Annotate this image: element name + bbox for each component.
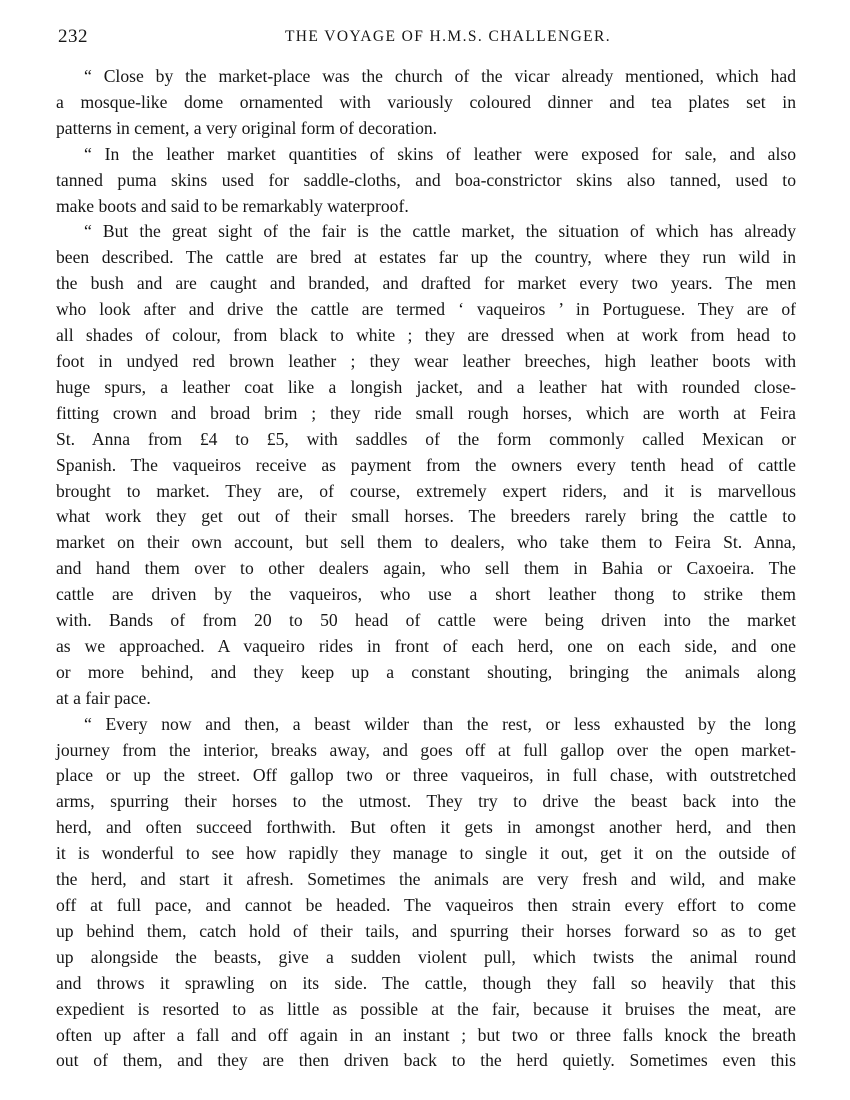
text-line: journey from the interior, breaks away, and goes off at full gallop over the open market- — [56, 739, 796, 760]
text-line: arms, spurring their horses to the utmost. They try to drive the beast back into the — [56, 791, 796, 812]
text-line: off at full pace, and cannot be headed. The vaqueiros then strain every effort to come — [56, 895, 796, 915]
text-line: fitting crown and broad brim ; they ride small rough horses, which are worth at Feira — [56, 402, 796, 423]
text-line: out of them, and they are then driven back to the herd quietly. Sometimes even this — [56, 1050, 796, 1071]
text-line: huge spurs, a leather coat like a longish jacket, and a leather hat with rounded close- — [56, 376, 796, 397]
text-line: herd, and often succeed forthwith. But often it gets in amongst another herd, and then — [56, 817, 796, 838]
text-line: expedient is resorted to as little as possible at the fair, because it bruises the meat, are — [56, 998, 796, 1019]
running-head: THE VOYAGE OF H.M.S. CHALLENGER. — [284, 28, 612, 45]
text-line: the herd, and start it afresh. Sometimes the animals are very fresh and wild, and make — [56, 869, 796, 890]
text-line: it is wonderful to see how rapidly they manage to single it out, get it on the outside of — [56, 843, 796, 864]
text-line: foot in undyed red brown leather ; they wear leather breeches, high leather boots with — [56, 350, 796, 371]
text-line: often up after a fall and off again in an instant ; but two or three falls knock the breath — [56, 1024, 796, 1045]
text-line: all shades of colour, from black to white ; they are dressed when at work from head to — [56, 325, 796, 346]
page-number: 232 — [58, 26, 88, 47]
text-line: a mosque-like dome ornamented with variously coloured dinner and tea plates set in — [56, 91, 796, 112]
text-line: place or up the street. Off gallop two or three vaqueiros, in full chase, with outstretched — [56, 765, 796, 786]
paragraph — [56, 64, 796, 142]
text-line: and hand them over to other dealers again, who sell them in Bahia or Caxoeira. The — [56, 558, 796, 579]
text-line: up behind them, catch hold of their tails, and spurring their horses forward so as to get — [56, 920, 796, 941]
text-line: patterns in cement, a very original form of decoration. — [56, 117, 438, 138]
paragraph — [56, 712, 796, 1075]
text-line: the bush and are caught and branded, and drafted for market every two years. The men — [56, 273, 796, 294]
text-line: “ Every now and then, a beast wilder than the rest, or less exhausted by the long — [84, 713, 796, 734]
body-text — [56, 64, 796, 1074]
page-header — [58, 26, 798, 56]
text-line: at a fair pace. — [56, 687, 151, 708]
text-line: “ But the great sight of the fair is the cattle market, the situation of which has already — [84, 221, 796, 242]
text-line: with. Bands of from 20 to 50 head of cattle were being driven into the market — [56, 610, 796, 631]
text-line: been described. The cattle are bred at estates far up the country, where they run wild in — [56, 247, 796, 268]
text-line: “ In the leather market quantities of skins of leather were exposed for sale, and also — [84, 143, 796, 164]
text-line: market on their own account, but sell them to dealers, who take them to Feira St. Anna, — [56, 532, 796, 553]
text-line: make boots and said to be remarkably waterproof. — [56, 195, 409, 216]
paragraph — [56, 142, 796, 220]
text-line: what work they get out of their small horses. The breeders rarely bring the cattle to — [56, 506, 796, 527]
text-line: and throws it sprawling on its side. The cattle, though they fall so heavily that this — [56, 972, 796, 993]
text-line: St. Anna from £4 to £5, with saddles of the form commonly called Mexican or — [56, 428, 796, 449]
text-line: “ Close by the market-place was the church of the vicar already mentioned, which had — [84, 66, 796, 86]
text-line: tanned puma skins used for saddle-cloths, and boa-constrictor skins also tanned, used to — [56, 169, 796, 190]
text-line: Spanish. The vaqueiros receive as payment from the owners every tenth head of cattle — [56, 454, 796, 475]
text-line: cattle are driven by the vaqueiros, who use a short leather thong to strike them — [56, 584, 796, 605]
text-line: brought to market. They are, of course, extremely expert riders, and it is marvellous — [56, 480, 796, 501]
text-line: as we approached. A vaqueiro rides in front of each herd, one on each side, and one — [56, 635, 796, 656]
text-line: or more behind, and they keep up a constant shouting, bringing the animals along — [56, 661, 796, 682]
text-line: who look after and drive the cattle are termed ‘ vaqueiros ’ in Portuguese. They are of — [56, 299, 796, 320]
paragraph — [56, 219, 796, 711]
text-line: up alongside the beasts, give a sudden violent pull, which twists the animal round — [56, 946, 796, 967]
